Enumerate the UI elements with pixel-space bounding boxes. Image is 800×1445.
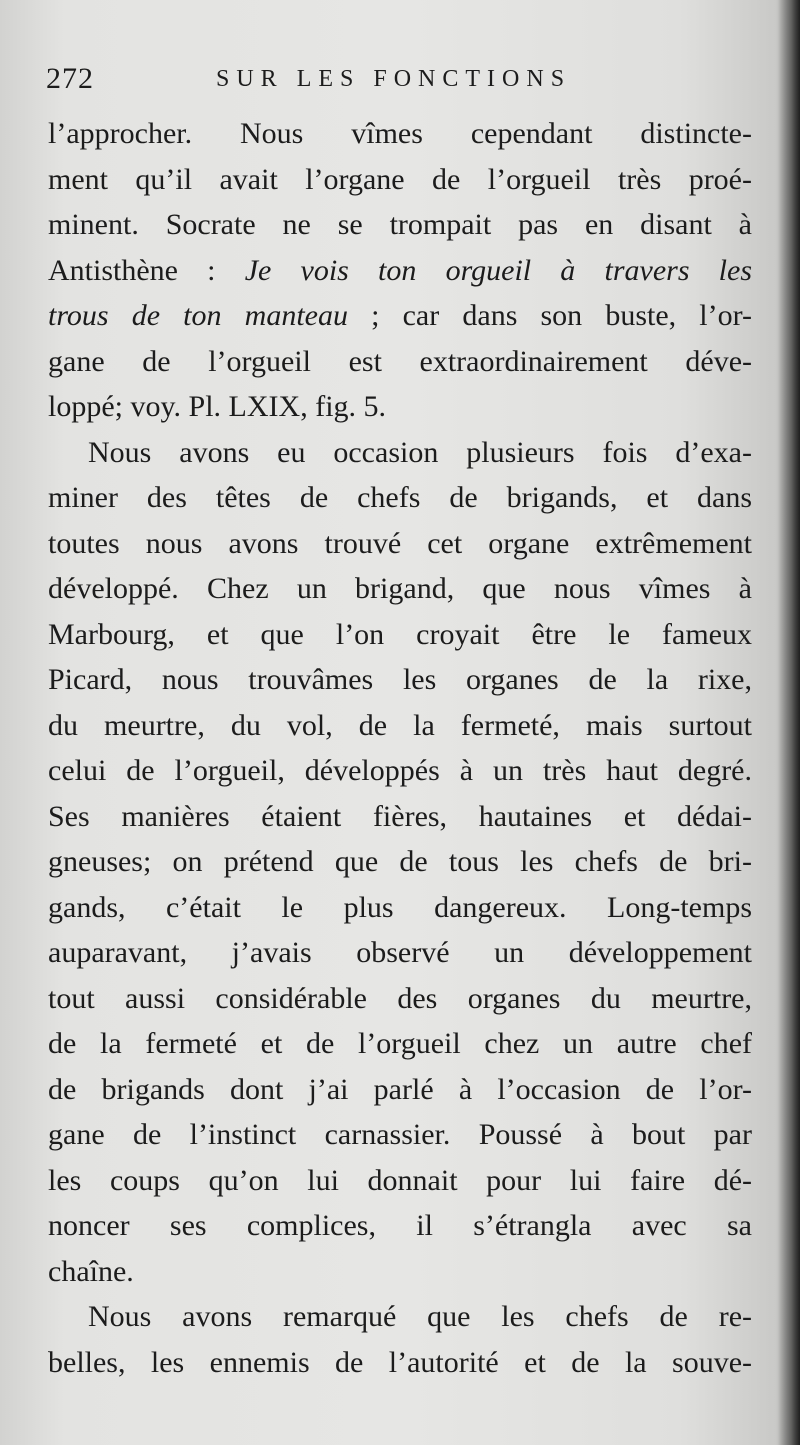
text-line: de la fermeté et de l’orgueil chez un autre chef bbox=[48, 1027, 752, 1060]
text-line: développé. Chez un brigand, que nous vîmes à bbox=[48, 572, 752, 605]
italic-quote: trous de ton manteau bbox=[48, 299, 348, 332]
text-line: ment qu’il avait l’organe de l’orgueil très proé- bbox=[48, 162, 752, 196]
page-header bbox=[46, 62, 756, 102]
text-line: de brigands dont j’ai parlé à l’occasion de l’or- bbox=[48, 1072, 752, 1106]
text-line: noncer ses complices, il s’étrangla avec sa bbox=[48, 1209, 752, 1242]
text-line: gneuses; on prétend que de tous les chefs de bri- bbox=[48, 845, 752, 878]
text-line: l’approcher. Nous vîmes cependant distincte- bbox=[48, 117, 752, 150]
text-line: Ses manières étaient fières, hautaines et dédai- bbox=[48, 799, 752, 833]
text-line: gane de l’orgueil est extraordinairement déve- bbox=[48, 344, 752, 378]
text-line: toutes nous avons trouvé cet organe extrêmement bbox=[48, 526, 752, 560]
text-line: chaîne. bbox=[48, 1254, 134, 1288]
text-line: loppé; voy. Pl. LXIX, fig. 5. bbox=[48, 390, 387, 423]
body-text bbox=[48, 111, 752, 1385]
text-line: belles, les ennemis de l’autorité et de la souve- bbox=[48, 1345, 752, 1379]
text-line: gands, c’était le plus dangereux. Long-temps bbox=[48, 890, 752, 924]
spine-shadow bbox=[778, 0, 800, 1445]
page-number: 272 bbox=[46, 62, 94, 95]
text-line-quote-end bbox=[48, 293, 752, 339]
paragraph-start: Nous avons eu occasion plusieurs fois d’exa- bbox=[88, 435, 752, 469]
text-line-quote-start bbox=[48, 248, 752, 294]
text-line: celui de l’orgueil, développés à un très haut degré. bbox=[48, 754, 752, 787]
text-line: auparavant, j’avais observé un développement bbox=[48, 936, 752, 969]
text-line: les coups qu’on lui donnait pour lui faire dé- bbox=[48, 1163, 752, 1197]
text-segment: ; car dans son buste, l’or- bbox=[347, 299, 753, 332]
text-line: gane de l’instinct carnassier. Poussé à bout par bbox=[48, 1118, 752, 1151]
text-line: miner des têtes de chefs de brigands, et dans bbox=[48, 481, 752, 514]
running-head: SUR LES FONCTIONS bbox=[216, 66, 572, 92]
text-line: du meurtre, du vol, de la fermeté, mais surtout bbox=[48, 708, 752, 742]
text-line: Marbourg, et que l’on croyait être le fameux bbox=[48, 617, 752, 651]
italic-quote: Je vois ton orgueil à travers les bbox=[244, 253, 753, 287]
text-line: tout aussi considérable des organes du meurtre, bbox=[48, 981, 752, 1015]
text-segment: Antisthène : bbox=[48, 253, 245, 287]
text-line: Picard, nous trouvâmes les organes de la rixe, bbox=[48, 663, 752, 696]
text-line: minent. Socrate ne se trompait pas en disant à bbox=[48, 208, 752, 241]
paragraph-start: Nous avons remarqué que les chefs de re- bbox=[88, 1300, 752, 1333]
